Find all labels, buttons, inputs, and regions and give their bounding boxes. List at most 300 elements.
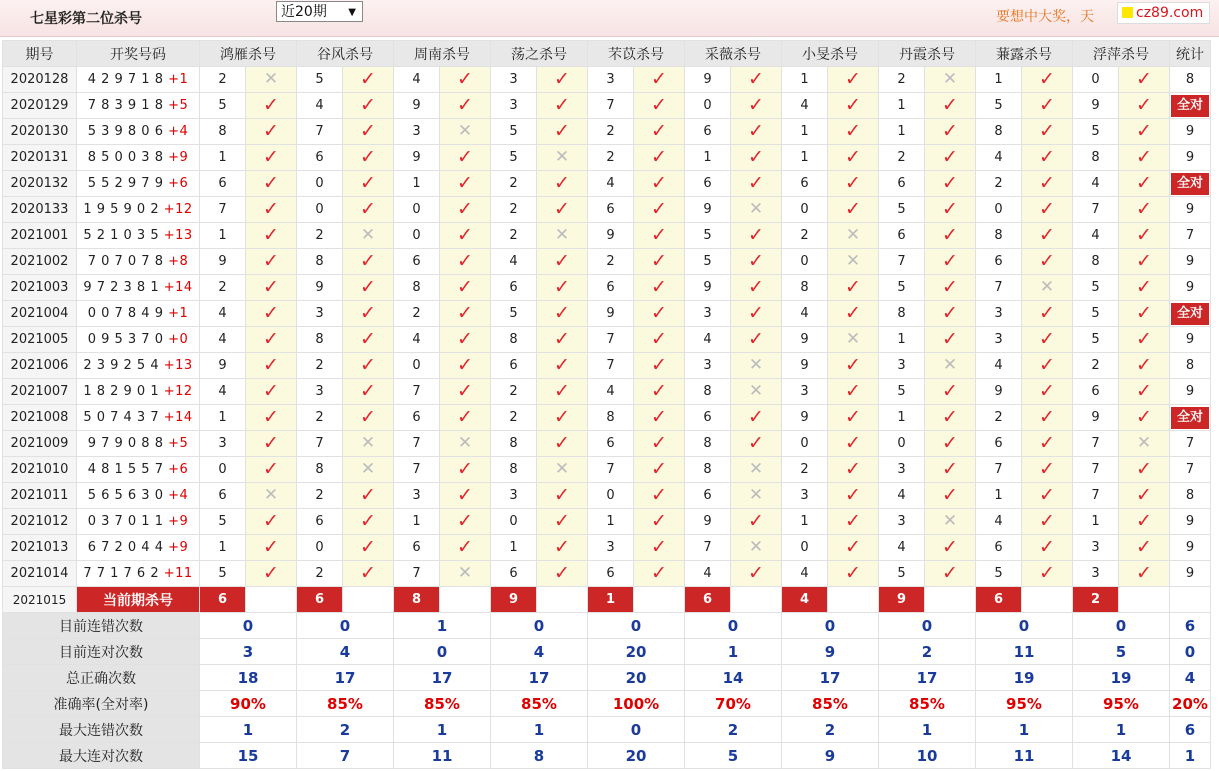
result-mark	[1022, 119, 1073, 145]
result-mark	[1119, 67, 1170, 93]
result-mark	[925, 405, 976, 431]
current-issue-number: 2021015	[3, 587, 77, 613]
table-row	[3, 171, 1211, 197]
draw-sum: +14	[163, 280, 193, 295]
kill-value: 3	[200, 431, 246, 457]
kill-value: 1	[782, 119, 828, 145]
col-header-expert: 小旻杀号	[782, 41, 879, 67]
draw-sum: +6	[168, 176, 189, 191]
summary-label: 总正确次数	[3, 665, 200, 691]
check-icon: ✓	[748, 224, 764, 246]
result-mark	[1022, 249, 1073, 275]
kill-value: 1	[879, 93, 925, 119]
all-correct-badge: 全对	[1171, 303, 1209, 325]
check-icon: ✓	[1136, 302, 1152, 324]
check-icon: ✓	[360, 354, 376, 376]
check-icon: ✓	[651, 406, 667, 428]
summary-value: 14	[685, 665, 782, 691]
issue-number: 2020132	[3, 171, 77, 197]
kill-value: 9	[297, 275, 343, 301]
kill-value: 1	[394, 171, 440, 197]
check-icon: ✓	[457, 302, 473, 324]
kill-value: 4	[394, 327, 440, 353]
col-header-expert: 采薇杀号	[685, 41, 782, 67]
check-icon: ✓	[360, 146, 376, 168]
kill-value: 6	[879, 223, 925, 249]
table-row	[3, 119, 1211, 145]
page-title: 七星彩第二位杀号	[30, 11, 142, 27]
result-mark	[731, 197, 782, 223]
result-mark	[925, 353, 976, 379]
draw-digits: 7 8 3 9 1 8	[87, 98, 164, 113]
kill-value: 7	[588, 93, 634, 119]
result-mark	[1119, 301, 1170, 327]
summary-value: 5	[1073, 639, 1170, 665]
result-mark	[925, 171, 976, 197]
result-mark	[1119, 405, 1170, 431]
check-icon: ✓	[748, 94, 764, 116]
result-mark	[343, 509, 394, 535]
row-stat	[1170, 301, 1211, 327]
summary-value: 0	[394, 639, 491, 665]
check-icon: ✓	[942, 224, 958, 246]
kill-value: 7	[1073, 457, 1119, 483]
result-mark	[246, 301, 297, 327]
draw-sum: +9	[168, 540, 189, 555]
summary-value: 2	[879, 639, 976, 665]
draw-sum: +5	[168, 98, 189, 113]
issue-number: 2021014	[3, 561, 77, 587]
kill-value: 1	[879, 405, 925, 431]
kill-value: 9	[976, 379, 1022, 405]
draw-digits: 5 6 5 6 3 0	[87, 488, 164, 503]
result-mark	[1119, 457, 1170, 483]
check-icon: ✓	[1136, 536, 1152, 558]
result-mark	[634, 535, 685, 561]
check-icon: ✓	[554, 510, 570, 532]
kill-value: 0	[394, 223, 440, 249]
result-mark	[537, 405, 588, 431]
check-icon: ✓	[554, 484, 570, 506]
summary-value: 5	[685, 743, 782, 769]
issue-number: 2021009	[3, 431, 77, 457]
issue-number: 2021002	[3, 249, 77, 275]
draw-digits: 9 7 9 0 8 8	[87, 436, 164, 451]
result-mark	[828, 561, 879, 587]
check-icon: ✓	[942, 536, 958, 558]
result-mark	[1119, 171, 1170, 197]
result-mark	[440, 353, 491, 379]
draw-digits: 4 2 9 7 1 8	[87, 72, 164, 87]
result-mark	[343, 405, 394, 431]
table-row	[3, 561, 1211, 587]
check-icon: ✓	[263, 94, 279, 116]
issue-number: 2021010	[3, 457, 77, 483]
check-icon: ✓	[263, 354, 279, 376]
issue-number: 2021004	[3, 301, 77, 327]
result-mark	[1119, 197, 1170, 223]
kill-value: 2	[491, 197, 537, 223]
check-icon: ✓	[457, 198, 473, 220]
kill-value: 8	[491, 327, 537, 353]
period-select[interactable]	[276, 1, 363, 22]
check-icon: ✓	[845, 198, 861, 220]
result-mark	[537, 379, 588, 405]
kill-value: 1	[976, 483, 1022, 509]
draw-digits: 8 5 0 0 3 8	[87, 150, 164, 165]
draw-numbers	[77, 67, 200, 93]
check-icon: ✓	[942, 146, 958, 168]
kill-value: 8	[879, 301, 925, 327]
summary-value: 0	[782, 613, 879, 639]
kill-value: 6	[879, 171, 925, 197]
check-icon: ✓	[457, 224, 473, 246]
check-icon: ✓	[1136, 198, 1152, 220]
cross-icon: ✕	[1136, 433, 1152, 453]
current-kill-value: 6	[685, 587, 731, 613]
draw-digits: 0 0 7 8 4 9	[87, 306, 164, 321]
kill-value: 8	[491, 431, 537, 457]
kill-value: 8	[1073, 145, 1119, 171]
kill-value: 3	[491, 93, 537, 119]
issue-number: 2021005	[3, 327, 77, 353]
result-mark	[537, 249, 588, 275]
result-mark	[1022, 275, 1073, 301]
kill-value: 4	[394, 67, 440, 93]
table-row	[3, 457, 1211, 483]
draw-digits: 0 3 7 0 1 1	[87, 514, 164, 529]
result-mark	[440, 561, 491, 587]
table-row	[3, 301, 1211, 327]
result-mark	[1119, 431, 1170, 457]
kill-value: 0	[588, 483, 634, 509]
check-icon: ✓	[263, 432, 279, 454]
draw-digits: 5 3 9 8 0 6	[87, 124, 164, 139]
result-mark	[1022, 171, 1073, 197]
check-icon: ✓	[263, 172, 279, 194]
summary-value: 1	[491, 717, 588, 743]
summary-value: 85%	[394, 691, 491, 717]
kill-value: 3	[1073, 561, 1119, 587]
kill-value: 6	[297, 145, 343, 171]
result-mark	[828, 353, 879, 379]
result-mark	[634, 457, 685, 483]
cross-icon: ✕	[748, 459, 764, 479]
check-icon: ✓	[651, 536, 667, 558]
draw-numbers	[77, 509, 200, 535]
result-mark	[828, 509, 879, 535]
check-icon: ✓	[1039, 224, 1055, 246]
result-mark	[1119, 327, 1170, 353]
kill-value: 5	[1073, 327, 1119, 353]
cross-icon: ✕	[554, 225, 570, 245]
kill-value: 6	[976, 431, 1022, 457]
kill-value: 3	[879, 509, 925, 535]
kill-value: 6	[976, 535, 1022, 561]
check-icon: ✓	[263, 224, 279, 246]
summary-row	[3, 613, 1211, 639]
check-icon: ✓	[748, 562, 764, 584]
result-mark	[1022, 535, 1073, 561]
cross-icon: ✕	[360, 433, 376, 453]
summary-value: 9	[782, 743, 879, 769]
kill-value: 8	[976, 119, 1022, 145]
check-icon: ✓	[651, 328, 667, 350]
kill-value: 5	[1073, 275, 1119, 301]
check-icon: ✓	[1039, 354, 1055, 376]
check-icon: ✓	[457, 354, 473, 376]
result-mark	[828, 67, 879, 93]
kill-value: 5	[200, 509, 246, 535]
result-mark	[1119, 275, 1170, 301]
check-icon: ✓	[942, 94, 958, 116]
check-icon: ✓	[651, 302, 667, 324]
table-header-row	[3, 41, 1211, 67]
kill-value: 0	[394, 353, 440, 379]
result-mark	[440, 249, 491, 275]
result-mark	[246, 431, 297, 457]
kill-value: 4	[200, 301, 246, 327]
summary-value: 0	[297, 613, 394, 639]
result-mark	[537, 457, 588, 483]
check-icon: ✓	[457, 172, 473, 194]
result-mark	[246, 457, 297, 483]
result-mark	[634, 327, 685, 353]
kill-value: 2	[200, 67, 246, 93]
result-mark	[440, 119, 491, 145]
summary-value: 0	[588, 717, 685, 743]
result-mark	[925, 457, 976, 483]
issue-number: 2021011	[3, 483, 77, 509]
cross-icon: ✕	[942, 511, 958, 531]
result-mark	[246, 249, 297, 275]
kill-value: 3	[297, 379, 343, 405]
result-mark	[440, 197, 491, 223]
kill-value: 4	[976, 353, 1022, 379]
check-icon: ✓	[457, 380, 473, 402]
check-icon: ✓	[360, 68, 376, 90]
row-stat: 9	[1170, 119, 1211, 145]
row-stat: 8	[1170, 353, 1211, 379]
result-mark	[828, 275, 879, 301]
check-icon: ✓	[845, 354, 861, 376]
check-icon: ✓	[554, 250, 570, 272]
summary-value: 3	[200, 639, 297, 665]
check-icon: ✓	[1039, 120, 1055, 142]
cross-icon: ✕	[748, 381, 764, 401]
kill-value: 9	[782, 405, 828, 431]
check-icon: ✓	[942, 172, 958, 194]
kill-value: 8	[685, 431, 731, 457]
kill-value: 2	[491, 379, 537, 405]
kill-value: 7	[1073, 197, 1119, 223]
check-icon: ✓	[263, 406, 279, 428]
summary-row	[3, 639, 1211, 665]
kill-value: 7	[297, 431, 343, 457]
result-mark	[1022, 561, 1073, 587]
check-icon: ✓	[1039, 172, 1055, 194]
result-mark	[440, 145, 491, 171]
col-header-stat: 统计	[1170, 41, 1211, 67]
kill-value: 2	[491, 405, 537, 431]
result-mark	[1119, 535, 1170, 561]
check-icon: ✓	[748, 328, 764, 350]
kill-value: 3	[297, 301, 343, 327]
result-mark	[1022, 431, 1073, 457]
result-mark	[731, 171, 782, 197]
result-mark	[731, 275, 782, 301]
cross-icon: ✕	[554, 147, 570, 167]
current-kill-value: 6	[200, 587, 246, 613]
logo-square-icon	[1122, 7, 1133, 18]
check-icon: ✓	[263, 510, 279, 532]
result-mark	[1119, 249, 1170, 275]
kill-value: 8	[297, 457, 343, 483]
kill-value: 0	[200, 457, 246, 483]
result-mark	[634, 353, 685, 379]
check-icon: ✓	[942, 276, 958, 298]
summary-value: 4	[297, 639, 394, 665]
kill-value: 2	[588, 145, 634, 171]
draw-numbers	[77, 197, 200, 223]
check-icon: ✓	[360, 250, 376, 272]
summary-value: 2	[782, 717, 879, 743]
kill-value: 7	[394, 431, 440, 457]
result-mark	[440, 405, 491, 431]
kill-value: 9	[588, 223, 634, 249]
row-stat: 7	[1170, 431, 1211, 457]
result-mark	[537, 327, 588, 353]
cross-icon: ✕	[554, 459, 570, 479]
draw-numbers	[77, 327, 200, 353]
result-mark	[440, 301, 491, 327]
draw-sum: +11	[163, 566, 193, 581]
result-mark	[634, 275, 685, 301]
check-icon: ✓	[748, 250, 764, 272]
summary-stat: 0	[1170, 639, 1211, 665]
check-icon: ✓	[942, 302, 958, 324]
kill-value: 3	[491, 67, 537, 93]
check-icon: ✓	[1039, 484, 1055, 506]
kill-value: 9	[588, 301, 634, 327]
summary-value: 1	[976, 717, 1073, 743]
kill-value: 3	[588, 535, 634, 561]
kill-value: 6	[394, 249, 440, 275]
kill-value: 9	[394, 145, 440, 171]
col-header-issue: 期号	[3, 41, 77, 67]
kill-value: 4	[200, 379, 246, 405]
result-mark	[343, 483, 394, 509]
summary-value: 85%	[879, 691, 976, 717]
cross-icon: ✕	[263, 69, 279, 89]
issue-number: 2020131	[3, 145, 77, 171]
check-icon: ✓	[1039, 510, 1055, 532]
check-icon: ✓	[360, 484, 376, 506]
result-mark	[1119, 223, 1170, 249]
check-icon: ✓	[942, 198, 958, 220]
issue-number: 2021007	[3, 379, 77, 405]
result-mark	[343, 431, 394, 457]
result-mark	[1022, 457, 1073, 483]
result-mark	[634, 119, 685, 145]
kill-value: 1	[200, 145, 246, 171]
check-icon: ✓	[360, 172, 376, 194]
draw-numbers	[77, 93, 200, 119]
check-icon: ✓	[845, 380, 861, 402]
kill-value: 9	[394, 93, 440, 119]
result-mark	[634, 171, 685, 197]
site-logo[interactable]	[1117, 2, 1210, 24]
result-mark	[537, 223, 588, 249]
kill-value: 2	[588, 249, 634, 275]
result-mark	[440, 223, 491, 249]
kill-value: 2	[879, 145, 925, 171]
kill-value: 3	[976, 327, 1022, 353]
check-icon: ✓	[263, 562, 279, 584]
kill-value: 5	[491, 119, 537, 145]
check-icon: ✓	[748, 432, 764, 454]
slogan-text: 要想中大奖，天	[996, 9, 1094, 25]
result-mark	[440, 93, 491, 119]
check-icon: ✓	[651, 198, 667, 220]
summary-value: 1	[200, 717, 297, 743]
check-icon: ✓	[1136, 146, 1152, 168]
check-icon: ✓	[845, 172, 861, 194]
result-mark	[828, 379, 879, 405]
summary-value: 17	[394, 665, 491, 691]
result-mark	[634, 379, 685, 405]
check-icon: ✓	[554, 536, 570, 558]
kill-value: 1	[1073, 509, 1119, 535]
draw-digits: 7 0 7 0 7 8	[87, 254, 164, 269]
cross-icon: ✕	[748, 537, 764, 557]
result-mark	[343, 171, 394, 197]
kill-value: 1	[782, 509, 828, 535]
check-icon: ✓	[845, 484, 861, 506]
result-mark	[634, 301, 685, 327]
result-mark	[343, 327, 394, 353]
result-mark	[634, 509, 685, 535]
check-icon: ✓	[360, 406, 376, 428]
draw-sum: +9	[168, 514, 189, 529]
issue-number: 2021008	[3, 405, 77, 431]
check-icon: ✓	[651, 276, 667, 298]
result-mark	[828, 483, 879, 509]
check-icon: ✓	[1136, 354, 1152, 376]
current-kill-blank	[731, 587, 782, 613]
draw-sum: +8	[168, 254, 189, 269]
kill-value: 5	[1073, 119, 1119, 145]
kill-value: 2	[297, 223, 343, 249]
result-mark	[731, 457, 782, 483]
summary-value: 11	[976, 639, 1073, 665]
current-kill-blank	[925, 587, 976, 613]
kill-value: 4	[588, 171, 634, 197]
kill-value: 7	[588, 353, 634, 379]
check-icon: ✓	[263, 146, 279, 168]
result-mark	[1119, 509, 1170, 535]
check-icon: ✓	[1136, 250, 1152, 272]
check-icon: ✓	[651, 458, 667, 480]
summary-value: 1	[1073, 717, 1170, 743]
check-icon: ✓	[1039, 328, 1055, 350]
check-icon: ✓	[845, 276, 861, 298]
kill-value: 9	[1073, 405, 1119, 431]
kill-value: 3	[879, 353, 925, 379]
result-mark	[440, 457, 491, 483]
row-stat: 9	[1170, 197, 1211, 223]
kill-value: 5	[1073, 301, 1119, 327]
